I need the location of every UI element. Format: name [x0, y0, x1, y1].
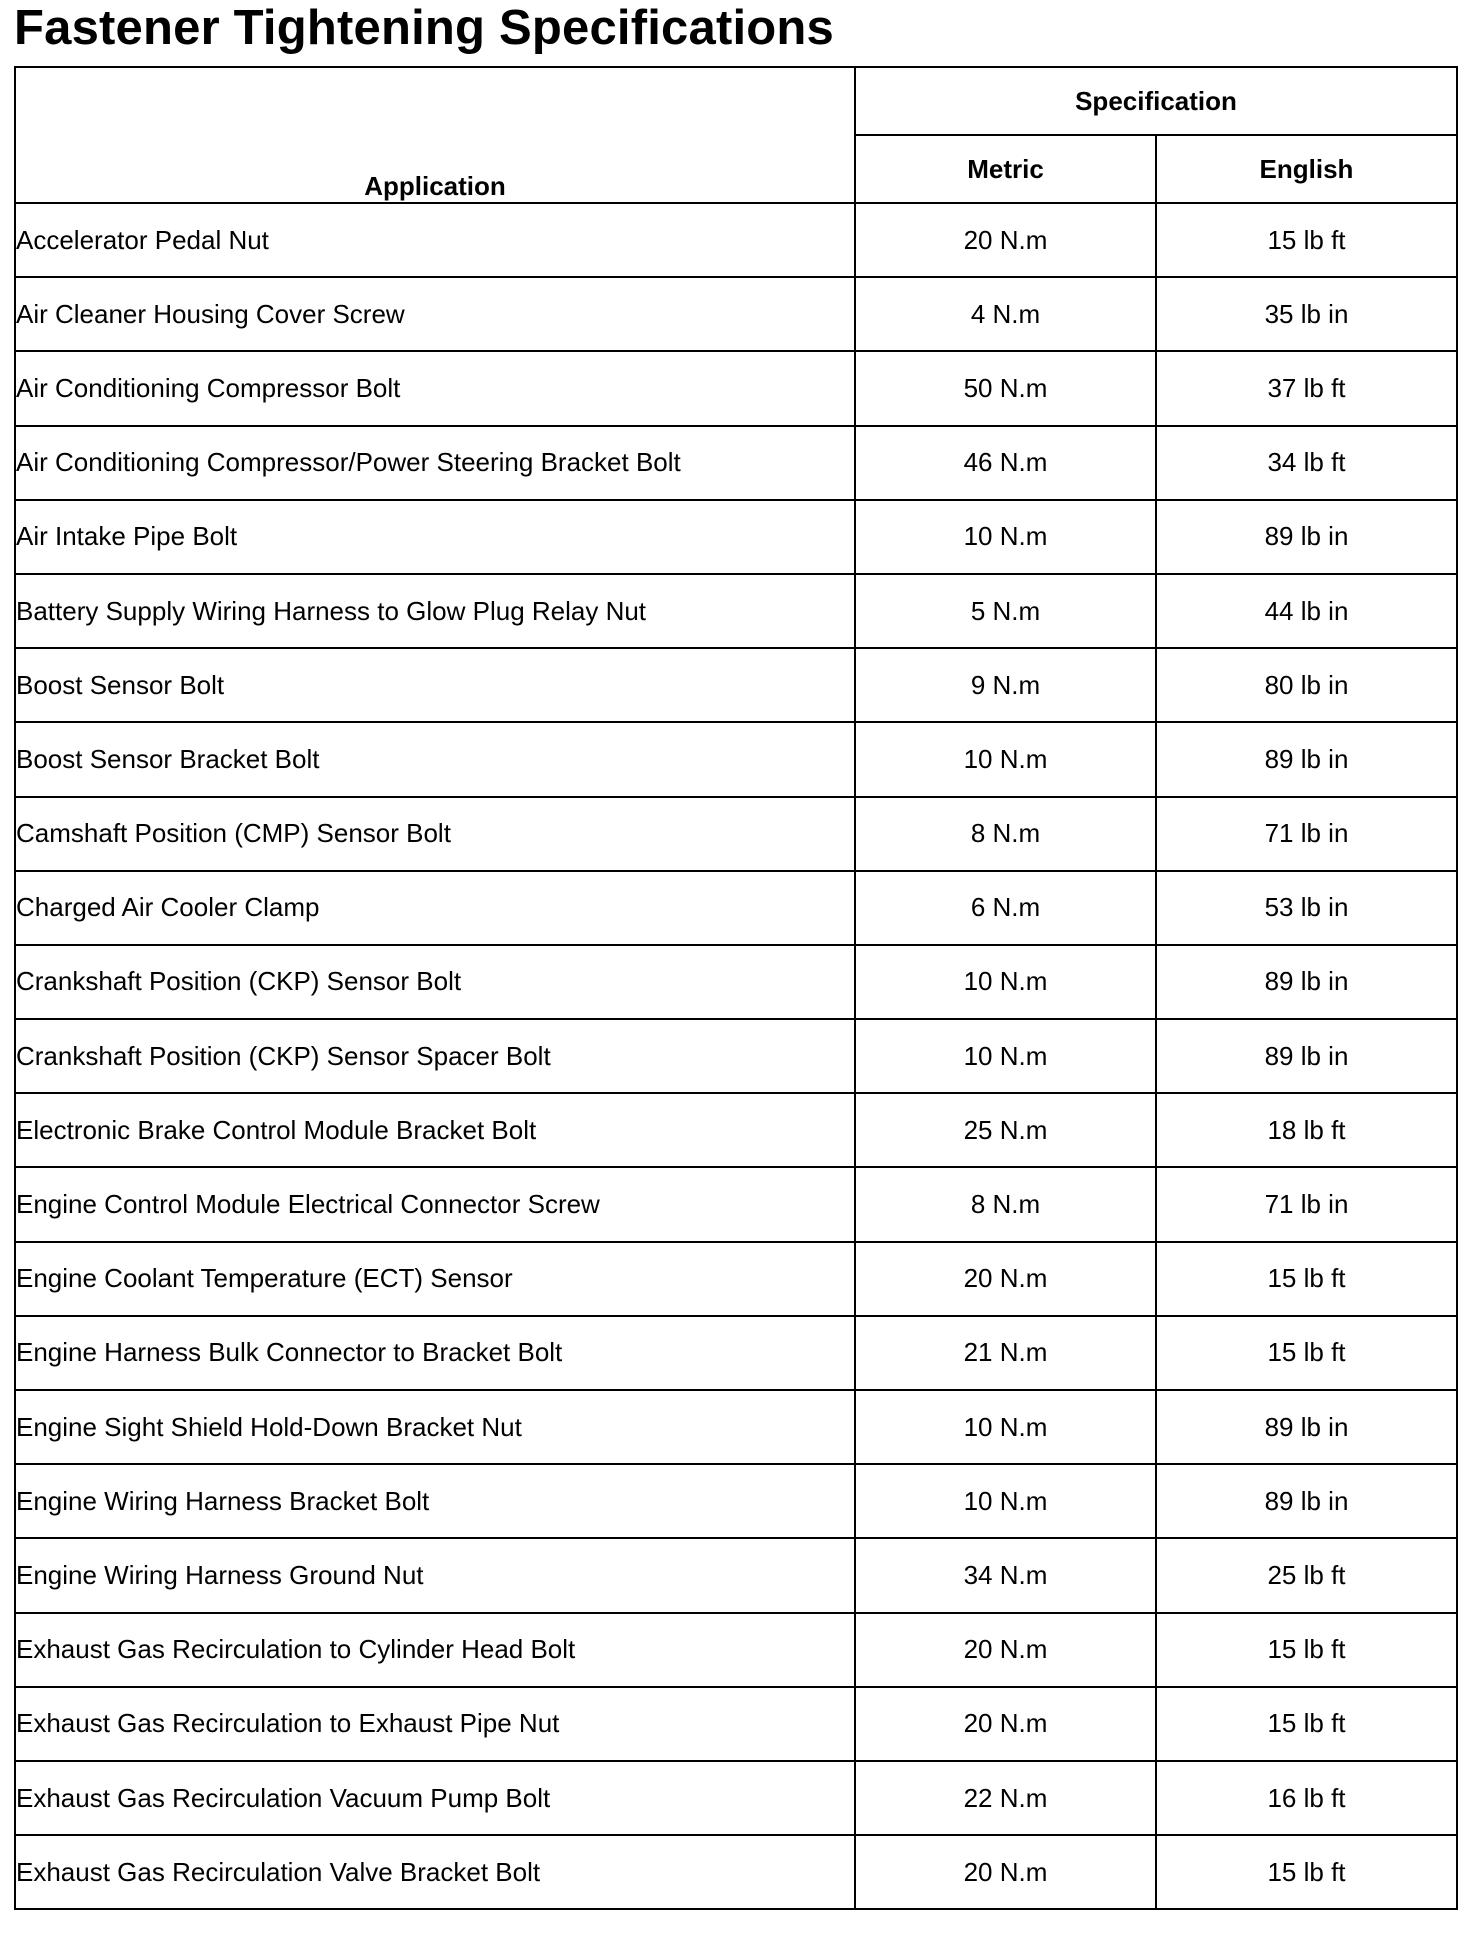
metric-cell: 20 N.m — [855, 1242, 1156, 1316]
application-cell: Crankshaft Position (CKP) Sensor Spacer Bolt — [15, 1019, 855, 1093]
spec-table — [14, 66, 1458, 1910]
application-cell: Air Conditioning Compressor/Power Steering Bracket Bolt — [15, 426, 855, 500]
english-cell: 15 lb ft — [1156, 1613, 1457, 1687]
application-cell: Engine Coolant Temperature (ECT) Sensor — [15, 1242, 855, 1316]
english-cell: 89 lb in — [1156, 500, 1457, 574]
application-cell: Electronic Brake Control Module Bracket Bolt — [15, 1093, 855, 1167]
table-row — [15, 1538, 1457, 1612]
table-row — [15, 203, 1457, 277]
table-row — [15, 277, 1457, 351]
english-cell: 35 lb in — [1156, 277, 1457, 351]
application-cell: Engine Sight Shield Hold-Down Bracket Nut — [15, 1390, 855, 1464]
table-row — [15, 1687, 1457, 1761]
application-cell: Air Cleaner Housing Cover Screw — [15, 277, 855, 351]
application-cell: Boost Sensor Bracket Bolt — [15, 722, 855, 796]
table-row — [15, 945, 1457, 1019]
table-row — [15, 1464, 1457, 1538]
table-row — [15, 722, 1457, 796]
metric-cell: 22 N.m — [855, 1761, 1156, 1835]
header-english: English — [1156, 135, 1457, 203]
metric-cell: 8 N.m — [855, 1167, 1156, 1241]
header-application: Application — [15, 67, 855, 203]
english-cell: 34 lb ft — [1156, 426, 1457, 500]
application-cell: Boost Sensor Bolt — [15, 648, 855, 722]
application-cell: Engine Harness Bulk Connector to Bracket Bolt — [15, 1316, 855, 1390]
english-cell: 53 lb in — [1156, 871, 1457, 945]
metric-cell: 34 N.m — [855, 1538, 1156, 1612]
metric-cell: 20 N.m — [855, 1835, 1156, 1909]
table-row — [15, 1316, 1457, 1390]
header-row — [15, 67, 1457, 135]
english-cell: 89 lb in — [1156, 1019, 1457, 1093]
table-row — [15, 351, 1457, 425]
header-specification: Specification — [855, 67, 1457, 135]
metric-cell: 20 N.m — [855, 1613, 1156, 1687]
table-row — [15, 574, 1457, 648]
metric-cell: 20 N.m — [855, 203, 1156, 277]
english-cell: 15 lb ft — [1156, 1316, 1457, 1390]
table-row — [15, 1242, 1457, 1316]
metric-cell: 46 N.m — [855, 426, 1156, 500]
english-cell: 71 lb in — [1156, 1167, 1457, 1241]
application-cell: Engine Control Module Electrical Connector Screw — [15, 1167, 855, 1241]
english-cell: 44 lb in — [1156, 574, 1457, 648]
application-cell: Exhaust Gas Recirculation Valve Bracket Bolt — [15, 1835, 855, 1909]
metric-cell: 21 N.m — [855, 1316, 1156, 1390]
metric-cell: 6 N.m — [855, 871, 1156, 945]
table-row — [15, 1093, 1457, 1167]
english-cell: 37 lb ft — [1156, 351, 1457, 425]
metric-cell: 5 N.m — [855, 574, 1156, 648]
application-cell: Camshaft Position (CMP) Sensor Bolt — [15, 797, 855, 871]
table-body — [15, 203, 1457, 1909]
application-cell: Exhaust Gas Recirculation to Cylinder Head Bolt — [15, 1613, 855, 1687]
metric-cell: 10 N.m — [855, 1464, 1156, 1538]
english-cell: 16 lb ft — [1156, 1761, 1457, 1835]
table-row — [15, 426, 1457, 500]
application-cell: Exhaust Gas Recirculation to Exhaust Pipe Nut — [15, 1687, 855, 1761]
english-cell: 18 lb ft — [1156, 1093, 1457, 1167]
english-cell: 25 lb ft — [1156, 1538, 1457, 1612]
application-cell: Engine Wiring Harness Ground Nut — [15, 1538, 855, 1612]
application-cell: Exhaust Gas Recirculation Vacuum Pump Bolt — [15, 1761, 855, 1835]
table-row — [15, 1167, 1457, 1241]
table-row — [15, 500, 1457, 574]
application-cell: Battery Supply Wiring Harness to Glow Plug Relay Nut — [15, 574, 855, 648]
table-row — [15, 1390, 1457, 1464]
metric-cell: 25 N.m — [855, 1093, 1156, 1167]
table-row — [15, 1613, 1457, 1687]
table-row — [15, 871, 1457, 945]
header-metric: Metric — [855, 135, 1156, 203]
application-cell: Engine Wiring Harness Bracket Bolt — [15, 1464, 855, 1538]
english-cell: 15 lb ft — [1156, 203, 1457, 277]
table-row — [15, 648, 1457, 722]
page-title: Fastener Tightening Specifications — [14, 1, 834, 55]
table-row — [15, 1835, 1457, 1909]
metric-cell: 10 N.m — [855, 500, 1156, 574]
metric-cell: 10 N.m — [855, 722, 1156, 796]
application-cell: Charged Air Cooler Clamp — [15, 871, 855, 945]
table-row — [15, 797, 1457, 871]
english-cell: 15 lb ft — [1156, 1687, 1457, 1761]
english-cell: 15 lb ft — [1156, 1242, 1457, 1316]
english-cell: 89 lb in — [1156, 945, 1457, 1019]
english-cell: 80 lb in — [1156, 648, 1457, 722]
metric-cell: 10 N.m — [855, 1019, 1156, 1093]
english-cell: 89 lb in — [1156, 1464, 1457, 1538]
english-cell: 89 lb in — [1156, 1390, 1457, 1464]
metric-cell: 10 N.m — [855, 1390, 1156, 1464]
table-row — [15, 1019, 1457, 1093]
english-cell: 15 lb ft — [1156, 1835, 1457, 1909]
metric-cell: 20 N.m — [855, 1687, 1156, 1761]
metric-cell: 4 N.m — [855, 277, 1156, 351]
table-row — [15, 1761, 1457, 1835]
application-cell: Air Intake Pipe Bolt — [15, 500, 855, 574]
english-cell: 71 lb in — [1156, 797, 1457, 871]
english-cell: 89 lb in — [1156, 722, 1457, 796]
metric-cell: 9 N.m — [855, 648, 1156, 722]
metric-cell: 10 N.m — [855, 945, 1156, 1019]
metric-cell: 8 N.m — [855, 797, 1156, 871]
application-cell: Crankshaft Position (CKP) Sensor Bolt — [15, 945, 855, 1019]
application-cell: Accelerator Pedal Nut — [15, 203, 855, 277]
metric-cell: 50 N.m — [855, 351, 1156, 425]
application-cell: Air Conditioning Compressor Bolt — [15, 351, 855, 425]
